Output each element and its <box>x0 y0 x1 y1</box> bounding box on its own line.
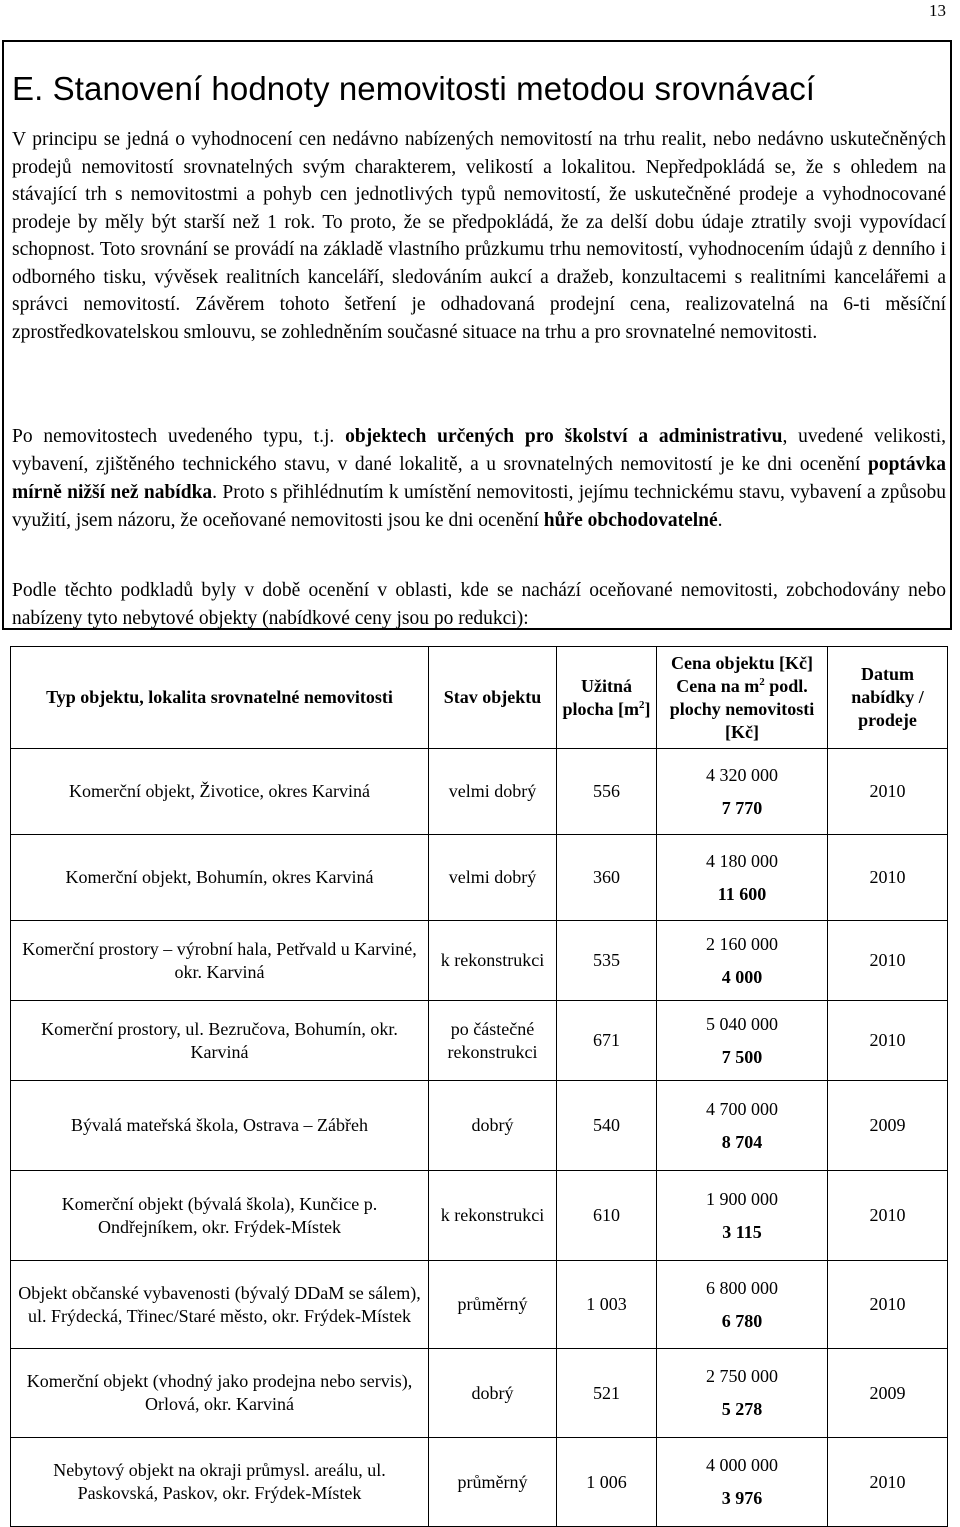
row-date: 2010 <box>828 749 948 835</box>
table-intro-paragraph: Podle těchto podkladů byly v době ocenění v oblasti, kde se nachází oceňované nemovitosti, zobchodovány nebo nabízeny tyto nebytové objekty (nabídkové ceny jsou po redukci): <box>12 580 946 629</box>
row-date: 2009 <box>828 1081 948 1171</box>
table-row <box>11 921 948 1001</box>
row-date: 2009 <box>828 1349 948 1438</box>
market-text-3: . Proto s přihlédnutím k umístění nemovitosti, jejímu technickému stavu, vybavení a způsobu využití, jsem názoru, že oceňované nemovitosti jsou ke dni ocenění <box>12 482 946 531</box>
row-price-per-m2: 7 770 <box>721 797 763 818</box>
table-row <box>11 835 948 921</box>
row-state: k rekonstrukci <box>429 921 557 1001</box>
row-object-name: Komerční objekt (bývalá škola), Kunčice p. Ondřejníkem, okr. Frýdek-Místek <box>11 1171 429 1261</box>
market-text-2: , uvedené velikosti, vybavení, zjištěného technického stavu, v dané lokalitě, a u srovnatelných nemovitostí je ke dni ocenění <box>12 426 946 475</box>
comparison-table <box>10 646 948 1527</box>
row-price-total: 4 180 000 <box>706 850 778 871</box>
row-area: 671 <box>557 1001 657 1081</box>
row-date: 2010 <box>828 921 948 1001</box>
row-area: 540 <box>557 1081 657 1171</box>
row-object-name: Komerční objekt, Bohumín, okres Karviná <box>11 835 429 921</box>
row-area: 556 <box>557 749 657 835</box>
row-area: 610 <box>557 1171 657 1261</box>
header-area-text: Užitná plocha [m <box>562 675 639 719</box>
header-price-sup: 2 <box>759 675 765 688</box>
row-area: 1 006 <box>557 1438 657 1527</box>
market-bold-1: objektech určených pro školství a administrativu <box>345 426 783 447</box>
row-date: 2010 <box>828 1438 948 1527</box>
row-object-name: Objekt občanské vybavenosti (bývalý DDaM se sálem), ul. Frýdecká, Třinec/Staré město, okr. Frýdek-Místek <box>11 1261 429 1349</box>
row-price-total: 6 800 000 <box>706 1277 778 1298</box>
row-object-name: Komerční prostory, ul. Bezručova, Bohumín, okr. Karviná <box>11 1001 429 1081</box>
header-price-m2-c: podl. plochy nemovitosti [Kč] <box>669 675 815 742</box>
header-date: Datum nabídky / prodeje <box>828 647 948 749</box>
row-date: 2010 <box>828 1171 948 1261</box>
row-date: 2010 <box>828 1001 948 1081</box>
row-object-name: Bývalá mateřská škola, Ostrava – Zábřeh <box>11 1081 429 1171</box>
row-area: 521 <box>557 1349 657 1438</box>
row-price-total: 4 320 000 <box>706 764 778 785</box>
row-price-total: 1 900 000 <box>706 1188 778 1209</box>
table-row <box>11 1349 948 1438</box>
header-area-sup: 2 <box>639 698 645 711</box>
row-price-cell <box>657 749 828 835</box>
row-state: po částečné rekonstrukci <box>429 1001 557 1081</box>
header-state: Stav objektu <box>429 647 557 749</box>
row-price-per-m2: 8 704 <box>721 1131 763 1152</box>
row-date: 2010 <box>828 1261 948 1349</box>
table-row <box>11 1001 948 1081</box>
row-price-cell <box>657 921 828 1001</box>
row-price-total: 4 700 000 <box>706 1098 778 1119</box>
row-price-cell <box>657 1001 828 1081</box>
row-object-name: Komerční objekt (vhodný jako prodejna nebo servis), Orlová, okr. Karviná <box>11 1349 429 1438</box>
row-state: dobrý <box>429 1081 557 1171</box>
row-price-per-m2: 5 278 <box>721 1399 763 1419</box>
market-bold-3: hůře obchodovatelné <box>543 510 718 531</box>
row-state: velmi dobrý <box>429 749 557 835</box>
row-state: velmi dobrý <box>429 835 557 921</box>
header-price-m2 <box>670 676 815 742</box>
header-price-total: Cena objektu [Kč] <box>671 652 813 673</box>
row-price-total: 2 160 000 <box>706 933 778 954</box>
table-header-row <box>11 647 948 749</box>
intro-paragraph: V principu se jedná o vyhodnocení cen nedávno nabízených nemovitostí na trhu realit, nebo nedávno uskutečněných prodejů nemovitostí srovnatelných svým charakterem, velikostí a lokalitou. Nepředpokládá se, že s ohledem na stávající trh s nemovitostmi a pohyb cen jednotlivých typů nemovitostí, že uskutečněné prodeje a vyhodnocované prodeje by měly být starší než 1 rok. To proto, že se předpokládá, že za delší dobu údaje ztratily svoji vypovídací schopnost. Toto srovnání se provádí na základě vlastního průzkumu trhu nemovitostí, vyhodnocením údajů z denního i odborného tisku, vývěsek realitních kanceláří, sledováním aukcí a dražeb, konzultacemi s realitními kancelářemi a správci nemovitostí. Závěrem tohoto šetření je odhadovaná prodejní cena, realizovatelná na 6-ti měsíční zprostředkovatelskou smlouvu, se zohledněním současné situace na trhu a pro srovnatelné nemovitosti. <box>12 129 946 343</box>
table-row <box>11 1261 948 1349</box>
row-price-per-m2: 11 600 <box>717 883 767 904</box>
row-price-per-m2: 7 500 <box>721 1046 763 1067</box>
row-area: 1 003 <box>557 1261 657 1349</box>
header-type: Typ objektu, lokalita srovnatelné nemovitosti <box>11 647 429 749</box>
row-price-cell <box>657 1081 828 1171</box>
row-price-cell <box>657 1261 828 1349</box>
header-area <box>557 647 657 749</box>
row-price-cell <box>657 1171 828 1261</box>
row-price-cell <box>657 835 828 921</box>
row-price-cell <box>657 1349 828 1438</box>
market-bold-2: poptávka mírně nižší než nabídka <box>12 454 946 503</box>
page-number: 13 <box>929 1 946 20</box>
market-text-1: Po nemovitostech uvedeného typu, t.j. <box>12 426 346 447</box>
row-state: dobrý <box>429 1349 557 1438</box>
market-paragraph <box>12 423 946 535</box>
row-price-per-m2: 3 115 <box>722 1221 762 1242</box>
row-area: 360 <box>557 835 657 921</box>
header-area-end: ] <box>644 698 651 719</box>
row-price-total: 2 750 000 <box>706 1366 778 1386</box>
row-object-name: Komerční prostory – výrobní hala, Petřvald u Karviné, okr. Karviná <box>11 921 429 1001</box>
table-row <box>11 749 948 835</box>
header-price-m2-a: Cena na m <box>676 675 760 696</box>
table-row <box>11 1438 948 1527</box>
row-area: 535 <box>557 921 657 1001</box>
row-date: 2010 <box>828 835 948 921</box>
section-heading: E. Stanovení hodnoty nemovitosti metodou srovnávací <box>12 70 816 107</box>
row-state: průměrný <box>429 1438 557 1527</box>
row-object-name: Komerční objekt, Životice, okres Karviná <box>11 749 429 835</box>
row-price-per-m2: 3 976 <box>721 1488 763 1508</box>
row-price-per-m2: 4 000 <box>721 966 763 987</box>
row-object-name: Nebytový objekt na okraji průmysl. areálu, ul. Paskovská, Paskov, okr. Frýdek-Místek <box>11 1438 429 1527</box>
table-row <box>11 1171 948 1261</box>
row-price-total: 5 040 000 <box>706 1013 778 1034</box>
row-price-per-m2: 6 780 <box>721 1310 763 1331</box>
market-text-4: . <box>717 510 723 531</box>
row-state: průměrný <box>429 1261 557 1349</box>
row-state: k rekonstrukci <box>429 1171 557 1261</box>
row-price-total: 4 000 000 <box>706 1455 778 1475</box>
row-price-cell <box>657 1438 828 1527</box>
table-row <box>11 1081 948 1171</box>
header-price <box>657 647 828 749</box>
